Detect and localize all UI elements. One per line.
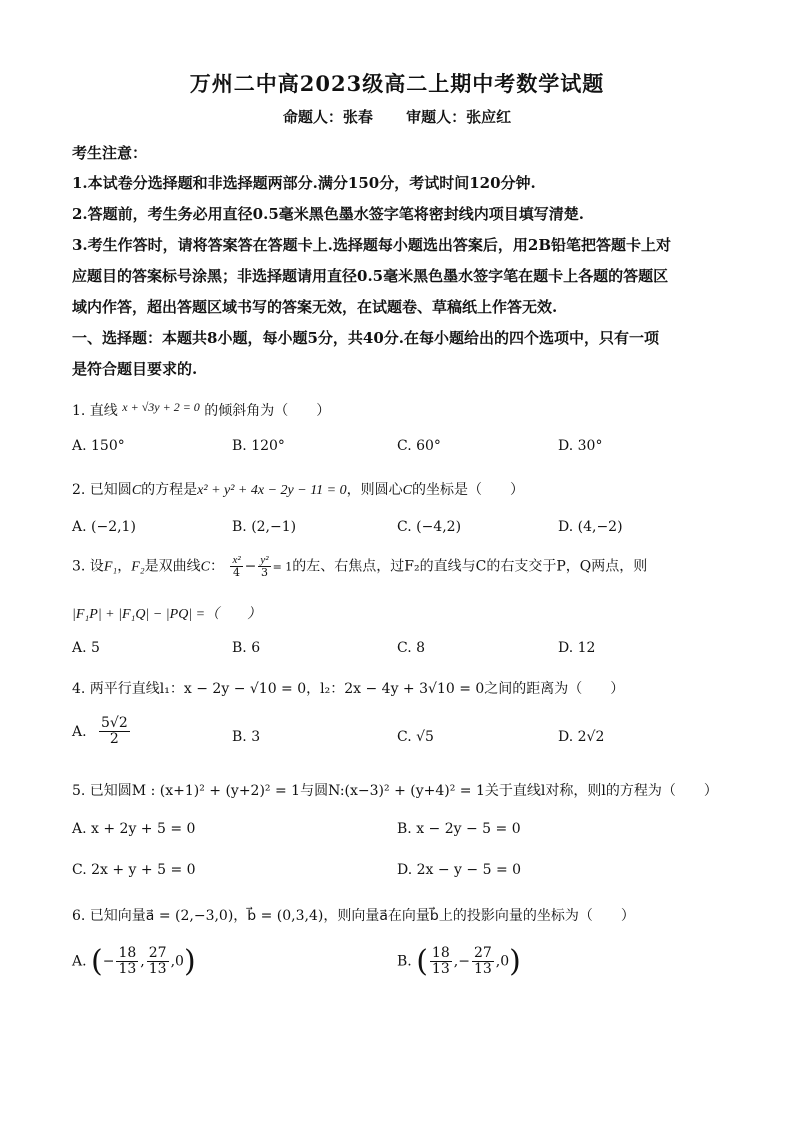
q6-option-b: B. ( $\frac{18}{13}$ ,− $\frac{27}{13}$ ,0)	[397, 944, 521, 979]
q6-option-b-neg: −	[458, 953, 470, 970]
q6-option-b-tail: ,0	[495, 953, 510, 970]
q2-option-d: D. (4,−2)	[558, 519, 623, 535]
q6-option-b-frac-1	[430, 946, 452, 978]
question-4: 4. 两平行直线l₁：x − 2y − √10 = 0，l₂：2x − 4y + 3√10 = 0之间的距离为（ ）	[72, 681, 625, 697]
section-1-line-1: 一、选择题：本题共8小题，每小题5分，共40分.在每小题给出的四个选项中，只有一项	[72, 329, 659, 347]
question-6: 6. 已知向量a⃗ = (2,−3,0)，b⃗ = (0,3,4)，则向量a⃗在向量b⃗上的投影向量的坐标为（ ）	[72, 908, 635, 924]
q3-option-c: C. 8	[397, 640, 426, 656]
q5-option-a: A. x + 2y + 5 = 0	[72, 821, 196, 837]
q3-f2: F₂	[131, 559, 145, 575]
q2-option-b: B. (2,−1)	[232, 519, 297, 535]
q6-option-b-d2: 13	[473, 961, 492, 977]
author-line	[0, 106, 794, 127]
notice-item-1: 1.本试卷分选择题和非选择题两部分.满分150分，考试时间120分钟.	[72, 174, 536, 192]
q2-mid: 的方程是	[141, 482, 198, 498]
notice-item-3-line-3: 域内作答，超出答题区域书写的答案无效，在试题卷、草稿纸上作答无效.	[72, 298, 558, 316]
q2-option-a: A. (−2,1)	[72, 519, 136, 535]
q2-equation: x² + y² + 4x − 2y − 11 = 0	[197, 483, 347, 498]
q3-option-b: B. 6	[232, 640, 261, 656]
q1-option-d: D. 30°	[558, 438, 603, 454]
notice-heading: 考生注意：	[72, 144, 148, 162]
q4-option-c: C. √5	[397, 729, 434, 745]
q6-option-a-n2: 27	[148, 944, 167, 961]
q6-option-a-frac-2	[147, 946, 169, 978]
q4-option-b: B. 3	[232, 729, 261, 745]
q2-suffix: 的坐标是（ ）	[411, 482, 524, 498]
q3-line-2: |F₁P| + |F₁Q| − |PQ| =（ ）	[72, 607, 262, 622]
q6-option-b-frac-2	[472, 946, 494, 978]
q2-option-c: C. (−4,2)	[397, 519, 462, 535]
q3-y2: y²	[260, 554, 269, 566]
q3-c: C	[200, 559, 210, 575]
q6-option-a-neg: −	[102, 953, 115, 970]
q5-option-c: C. 2x + y + 5 = 0	[72, 862, 196, 878]
q1-suffix: 的倾斜角为（ ）	[204, 403, 331, 419]
section-1-line-2: 是符合题目要求的.	[72, 360, 198, 378]
q3-den2: 3	[260, 566, 268, 580]
q3-sep: ，	[117, 558, 132, 575]
question-5: 5. 已知圆M : (x+1)² + (y+2)² = 1与圆N:(x−3)² + (y+4)² = 1关于直线l对称，则l的方程为（ ）	[72, 783, 718, 799]
q6-option-b-label: B.	[397, 953, 412, 970]
q6-option-b-d1: 13	[431, 961, 450, 977]
q6-option-a-d1: 13	[118, 961, 137, 977]
q3-minus: −	[244, 558, 257, 575]
q3-fraction-x	[230, 554, 242, 579]
q6-option-b-paren-close: )	[509, 944, 521, 979]
q2-circle-c: C	[131, 483, 142, 498]
q6-option-a-paren-close: )	[183, 944, 196, 979]
q3-eq1: = 1	[272, 560, 293, 574]
q3-option-a: A. 5	[72, 640, 100, 656]
q3-mid: 是双曲线	[144, 558, 201, 575]
question-3	[72, 554, 647, 579]
q3-x2: x²	[232, 554, 241, 566]
notice-item-3-line-1: 3.考生作答时，请将答案答在答题卡上.选择题每小题选出答案后，用2B铅笔把答题卡上对	[72, 236, 672, 254]
q6-option-a-d2: 13	[148, 961, 167, 977]
q6-option-a-tail: ,0	[170, 953, 184, 970]
q6-option-b-paren-open: (	[416, 944, 428, 979]
q5-option-d: D. 2x − y − 5 = 0	[397, 862, 522, 878]
q6-option-a-frac-1	[116, 946, 138, 978]
q6-option-b-n2: 27	[473, 944, 492, 961]
notice-item-3-line-2: 应题目的答案标号涂黑；非选择题请用直径0.5毫米黑色墨水签字笔在题卡上各题的答题区	[72, 267, 669, 285]
q1-equation: x + √3y + 2 = 0	[122, 400, 200, 414]
q6-option-a: A. (− $\frac{18}{13}$ , $\frac{27}{13}$ ,0)	[72, 944, 196, 979]
q4-option-a	[72, 716, 132, 748]
q3-den1: 4	[233, 566, 241, 580]
q4-option-a-den: 2	[109, 731, 119, 748]
q2-prefix: 2. 已知圆	[72, 482, 132, 498]
q4-option-a-fraction	[99, 716, 130, 748]
q3-colon: ：	[210, 558, 224, 575]
setter-label: 命题人：张春	[282, 108, 373, 126]
q3-option-d: D. 12	[558, 640, 596, 656]
question-2	[72, 479, 524, 499]
q2-mid2: ，则圆心	[346, 482, 403, 498]
q3-f1: F₁	[103, 559, 118, 575]
q1-option-b: B. 120°	[232, 438, 285, 454]
reviewer-label: 审题人：张应红	[406, 108, 512, 126]
q3-suffix: 的左、右焦点，过F₂的直线与C的右支交于P，Q两点，则	[292, 558, 648, 575]
q4-option-a-label: A.	[72, 723, 87, 740]
q3-prefix: 3. 设	[72, 558, 104, 575]
q1-option-c: C. 60°	[397, 438, 441, 454]
q6-option-b-n1: 18	[431, 944, 450, 961]
q1-prefix: 1. 直线	[72, 403, 118, 419]
q6-option-a-paren-open: (	[91, 944, 103, 979]
q3-fraction-y	[258, 554, 270, 579]
q4-option-d: D. 2√2	[558, 729, 605, 745]
q6-option-a-n1: 18	[118, 944, 137, 961]
q5-option-b: B. x − 2y − 5 = 0	[397, 821, 521, 837]
q6-option-a-label: A.	[72, 953, 87, 970]
question-1	[72, 400, 330, 420]
q1-option-a: A. 150°	[72, 438, 125, 454]
notice-item-2: 2.答题前，考生务必用直径0.5毫米黑色墨水签字笔将密封线内项目填写清楚.	[72, 205, 584, 223]
q4-option-a-num: 5√2	[101, 715, 128, 731]
q2-circle-c-2: C	[402, 483, 412, 498]
exam-title: 万州二中高2023级高二上期中考数学试题	[189, 71, 605, 96]
